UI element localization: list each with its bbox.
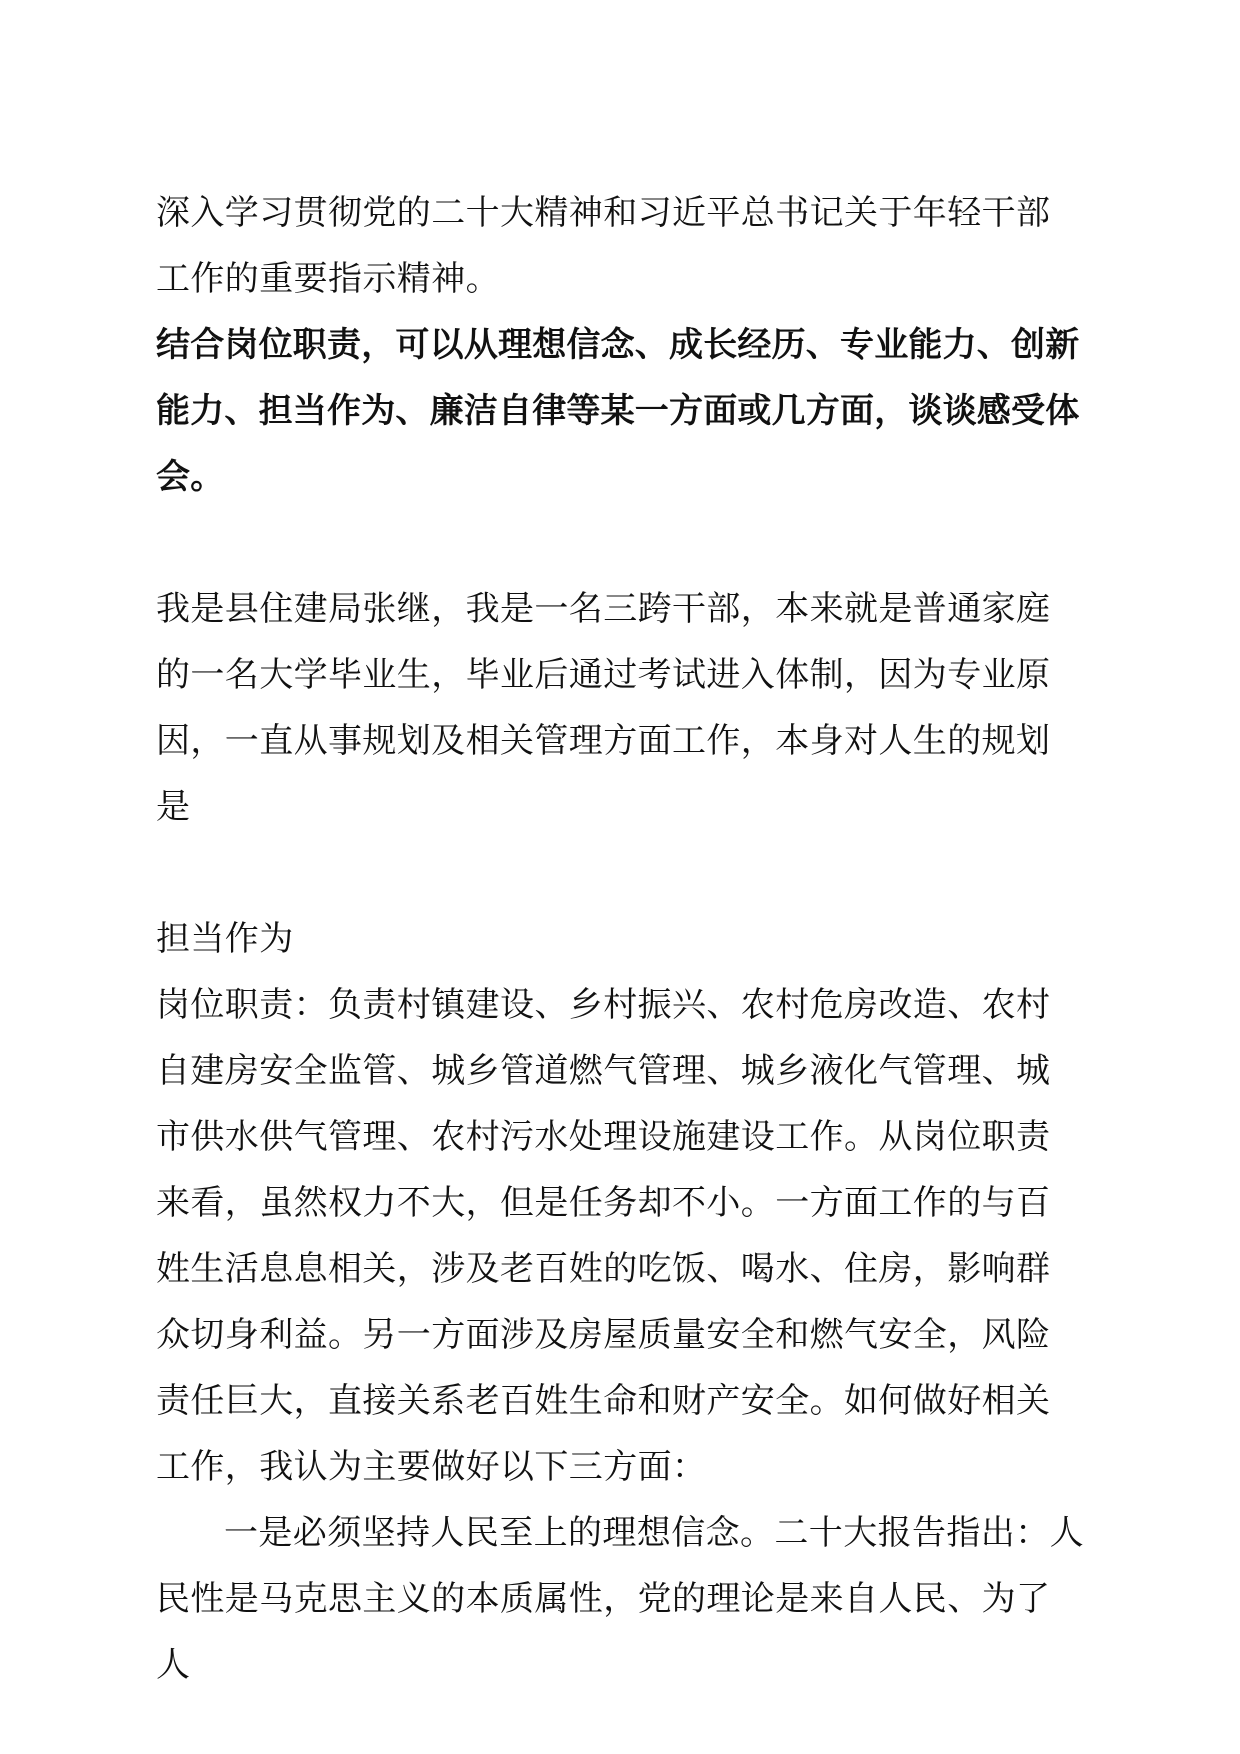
paragraph-spacer xyxy=(156,510,1084,576)
duties-paragraph: 岗位职责：负责村镇建设、乡村振兴、农村危房改造、农村自建房安全监管、城乡管道燃气管理、城乡液化气管理、城市供水供气管理、农村污水处理设施建设工作。从岗位职责来看，虽然权力不大，但是任务却不小。一方面工作的与百姓生活息息相关，涉及老百姓的吃饭、喝水、住房，影响群众切身利益。另一方面涉及房屋质量安全和燃气安全，风险责任巨大，直接关系老百姓生命和财产安全。如何做好相关工作，我认为主要做好以下三方面： xyxy=(156,985,1051,1487)
paragraph-spacer xyxy=(156,840,1084,906)
section-title: 担当作为 xyxy=(156,919,294,959)
point-one-paragraph: 一是必须坚持人民至上的理想信念。二十大报告指出：人民性是马克思主义的本质属性，党的理论是来自人民、为了人 xyxy=(156,1513,1084,1685)
prompt-paragraph: 结合岗位职责，可以从理想信念、成长经历、专业能力、创新能力、担当作为、廉洁自律等某一方面或几方面，谈谈感受体会。 xyxy=(156,325,1080,497)
document-body xyxy=(156,180,1084,1698)
self-introduction-paragraph: 我是县住建局张继，我是一名三跨干部，本来就是普通家庭的一名大学毕业生，毕业后通过考试进入体制，因为专业原因，一直从事规划及相关管理方面工作，本身对人生的规划是 xyxy=(156,589,1051,827)
intro-paragraph: 深入学习贯彻党的二十大精神和习近平总书记关于年轻干部工作的重要指示精神。 xyxy=(156,193,1051,299)
